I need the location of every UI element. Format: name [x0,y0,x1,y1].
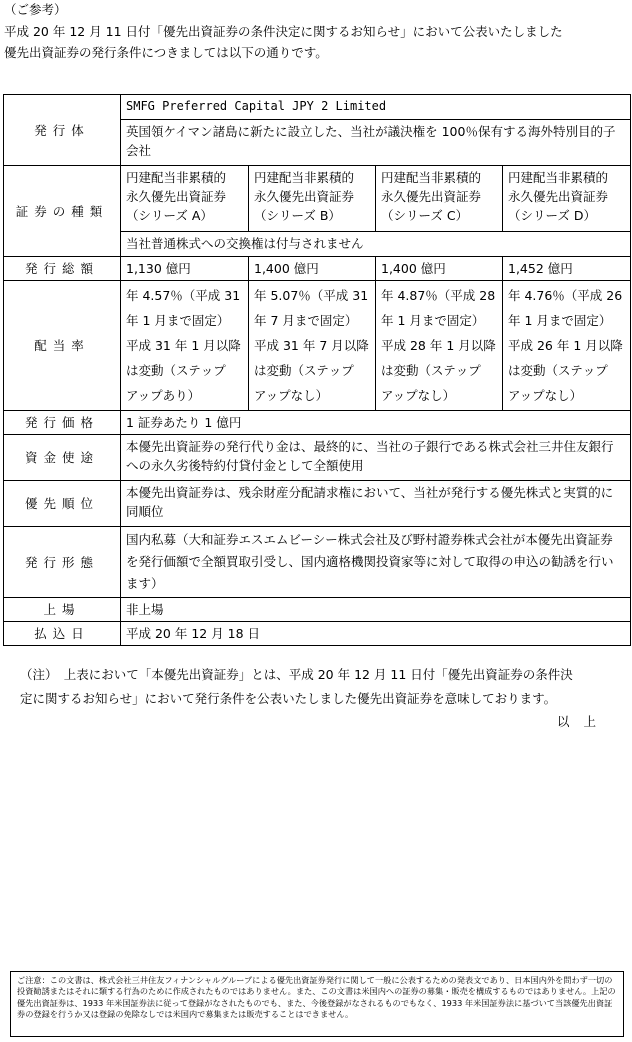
dividend-line: 年 1 月まで固定） [381,313,485,328]
series-line: 円建配当非累積的 [126,170,227,185]
intro-paragraph [4,21,628,63]
amount-series-d: 1,452 億円 [503,257,631,281]
end-mark: 以上 [556,714,610,729]
dividend-series-b [249,281,376,411]
issue-form-value: 国内私募（大和証券エスエムビーシー株式会社及び野村證券株式会社が本優先出資証券を発行価額で全額買取引受し、国内適格機関投資家等に対して取得の申込の勧誘を行います） [121,527,631,598]
listing-label: 上場 [4,598,121,622]
priority-label: 優先順位 [4,481,121,527]
dividend-line: は変動（ステップ [126,363,226,378]
amount-series-c: 1,400 億円 [376,257,503,281]
series-line: （シリーズ B） [254,208,341,223]
dividend-line: 平成 31 年 1 月以降 [126,338,241,353]
use-of-proceeds-value: 本優先出資証券の発行代り金は、最終的に、当社の子銀行である株式会社三井住友銀行への永久劣後特約付貸付金として全額使用 [121,435,631,481]
dividend-rate-label: 配当率 [4,281,121,411]
dividend-line: 年 4.57％（平成 31 [126,288,241,303]
use-of-proceeds-label: 資金使途 [4,435,121,481]
note-line-1: （注） 上表において「本優先出資証券」とは、平成 20 年 12 月 11 日付「優先出資証券の条件決 [20,667,573,682]
dividend-line: 年 1 月まで固定） [126,313,230,328]
series-line: 永久優先出資証券 [381,189,482,204]
series-a-cell [121,166,249,232]
table-note [4,663,624,711]
issue-terms-table [3,94,631,646]
dividend-line: 年 5.07％（平成 31 [254,288,369,303]
series-line: （シリーズ D） [508,208,596,223]
series-line: 永久優先出資証券 [508,189,609,204]
dividend-line: 平成 26 年 1 月以降 [508,338,623,353]
dividend-series-c [376,281,503,411]
dividend-line: は変動（ステップ [508,363,608,378]
intro-line-2: 優先出資証券の発行条件につきましては以下の通りです。 [4,45,328,60]
exchange-right-note: 当社普通株式への交換権は付与されません [121,232,631,257]
dividend-line: は変動（ステップ [381,363,481,378]
dividend-line: 年 7 月まで固定） [254,313,358,328]
series-line: （シリーズ A） [126,208,213,223]
series-c-cell [376,166,503,232]
intro-line-1: 平成 20 年 12 月 11 日付「優先出資証券の条件決定に関するお知らせ」において公表いたしました [4,24,563,39]
dividend-line: 平成 31 年 7 月以降 [254,338,369,353]
payment-date-label: 払込日 [4,622,121,646]
dividend-series-d [503,281,631,411]
series-b-cell [249,166,376,232]
priority-value: 本優先出資証券は、残余財産分配請求権において、当社が発行する優先株式と実質的に同順位 [121,481,631,527]
dividend-line: 平成 28 年 1 月以降 [381,338,496,353]
series-line: 永久優先出資証券 [126,189,227,204]
series-line: 円建配当非累積的 [508,170,609,185]
series-line: （シリーズ C） [381,208,469,223]
note-line-2: 定に関するお知らせ」において発行条件を公表いたしました優先出資証券を意味しております。 [20,691,557,706]
dividend-line: 年 4.76％（平成 26 [508,288,623,303]
dividend-line: 年 1 月まで固定） [508,313,612,328]
disclaimer-box: ご注意：この文書は、株式会社三井住友フィナンシャルグループによる優先出資証券発行に関して一般に公表するための発表文であり、日本国内外を問わず一切の投資勧誘またはそれに類する行為のために作成されたものではありません。また、この文書は米国内への証券の募集・販売を構成するものではありません。上記の優先出資証券は、1933 年米国証券法に従って登録がなされたものでも、また、今後登録がなされるものでもなく、1933 年米国証券法に基づいて当該優先出資証券の登録を行うか又は登録の免除なしでは米国内で募集または販売することはできません。 [10,971,624,1037]
dividend-series-a [121,281,249,411]
dividend-line: アップなし） [381,388,456,403]
issue-price-value: 1 証券あたり 1 億円 [121,411,631,435]
security-type-label: 証券の種類 [4,166,121,257]
series-line: 円建配当非累積的 [254,170,355,185]
issuer-description: 英国領ケイマン諸島に新たに設立した、当社が議決権を 100％保有する海外特別目的子会社 [121,120,631,166]
series-d-cell [503,166,631,232]
issue-form-label: 発行形態 [4,527,121,598]
dividend-line: アップなし） [254,388,329,403]
series-line: 円建配当非累積的 [381,170,482,185]
reference-heading: （ご参考） [4,2,67,17]
dividend-line: アップあり） [126,388,201,403]
issuer-label: 発行体 [4,95,121,166]
dividend-line: 年 4.87％（平成 28 [381,288,496,303]
amount-series-a: 1,130 億円 [121,257,249,281]
series-line: 永久優先出資証券 [254,189,355,204]
dividend-line: アップなし） [508,388,583,403]
issue-price-label: 発行価格 [4,411,121,435]
amount-series-b: 1,400 億円 [249,257,376,281]
payment-date-value: 平成 20 年 12 月 18 日 [121,622,631,646]
issuer-name: SMFG Preferred Capital JPY 2 Limited [121,95,631,120]
total-amount-label: 発行総額 [4,257,121,281]
listing-value: 非上場 [121,598,631,622]
dividend-line: は変動（ステップ [254,363,354,378]
